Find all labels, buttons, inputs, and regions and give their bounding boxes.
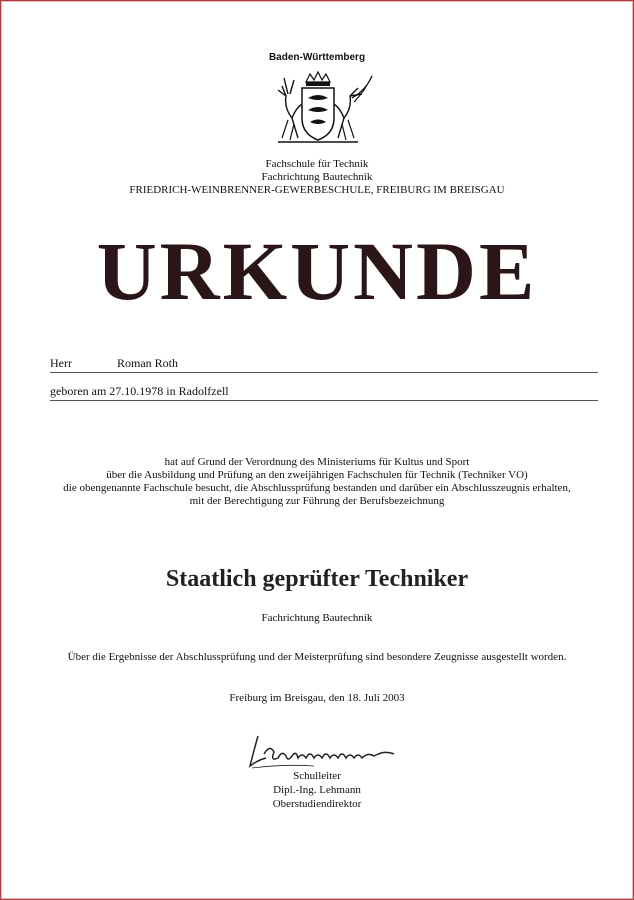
degree-title: Staatlich geprüfter Techniker <box>165 566 469 592</box>
degree-specialization: Fachrichtung Bautechnik <box>261 612 373 624</box>
coat-of-arms-icon <box>258 68 378 146</box>
school-name: FRIEDRICH-WEINBRENNER-GEWERBESCHULE, FREIBURG IM BREISGAU <box>129 184 505 196</box>
body-line-2: über die Ausbildung und Prüfung an den zweijährigen Fachschulen für Technik (Techniker VO) <box>106 469 528 481</box>
signatory-name: Dipl.-Ing. Lehmann <box>273 784 361 796</box>
birth-info: geboren am 27.10.1978 in Radolfzell <box>50 384 229 398</box>
recipient-name-line <box>50 356 598 373</box>
signatory-title: Oberstudiendirektor <box>272 798 362 810</box>
body-line-1: hat auf Grund der Verordnung des Ministeriums für Kultus und Sport <box>164 456 470 468</box>
place-date: Freiburg im Breisgau, den 18. Juli 2003 <box>229 692 405 704</box>
recipient-name: Roman Roth <box>117 356 179 370</box>
state-name: Baden-Württemberg <box>268 52 366 63</box>
document-title: URKUNDE <box>96 225 538 317</box>
school-type: Fachschule für Technik <box>265 158 369 170</box>
school-specialization: Fachrichtung Bautechnik <box>261 171 373 183</box>
body-line-3: die obengenannte Fachschule besucht, die Abschlussprüfung bestanden und darüber ein Abschlusszeugnis erhalten, <box>63 482 571 494</box>
salutation: Herr <box>50 356 72 370</box>
results-note: Über die Ergebnisse der Abschlussprüfung und der Meisterprüfung sind besondere Zeugnisse ausgestellt worden. <box>67 651 567 663</box>
signatory-role: Schulleiter <box>293 770 341 782</box>
body-line-4: mit der Berechtigung zur Führung der Berufsbezeichnung <box>189 495 445 507</box>
birth-line <box>50 384 598 401</box>
signature-image <box>244 730 404 775</box>
